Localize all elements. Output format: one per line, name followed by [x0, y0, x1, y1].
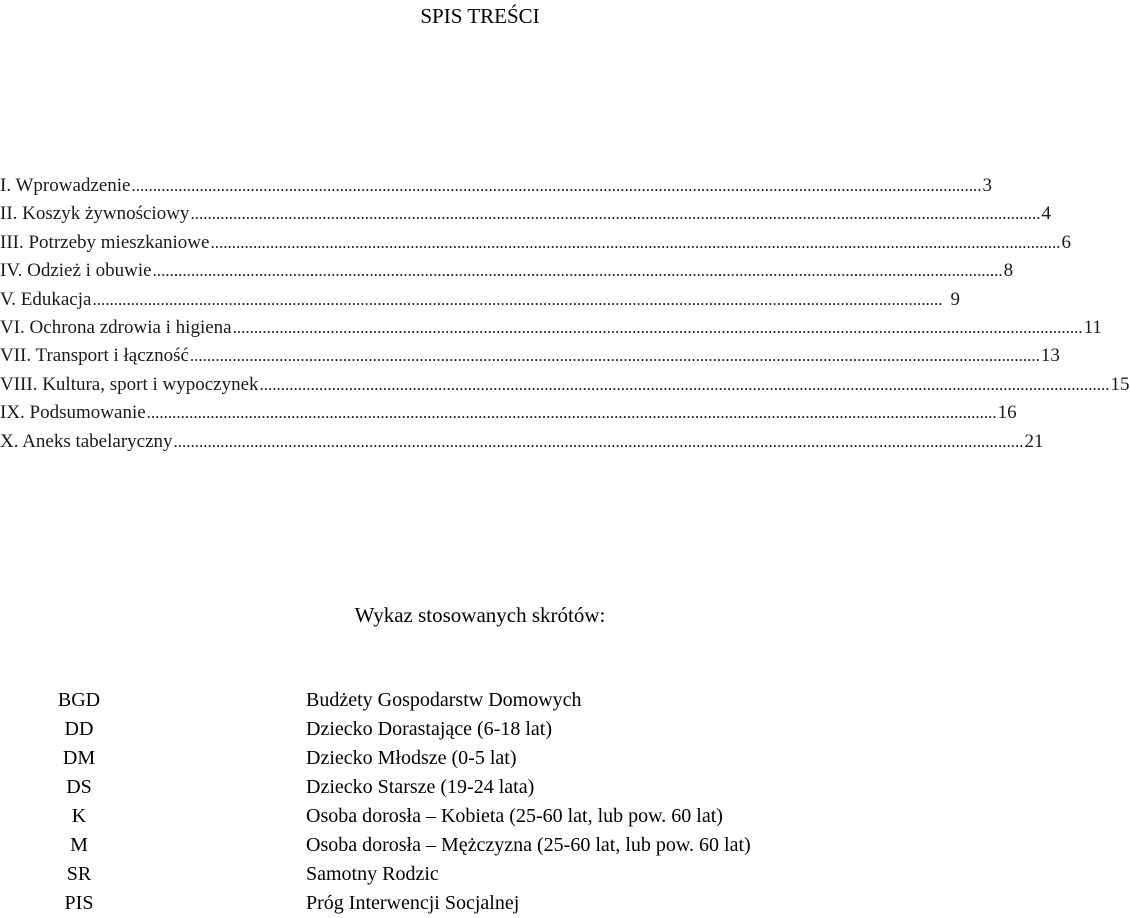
toc-entry-page: 3	[982, 175, 992, 196]
toc-entry-label: IX. Podsumowanie	[0, 402, 146, 424]
toc-leader-dots: ........................................................................................................................................................................................................	[259, 374, 1110, 394]
toc-entry-page: 21	[1024, 430, 1044, 452]
abbreviations-heading: Wykaz stosowanych skrótów:	[354, 603, 606, 627]
abbreviation-row	[0, 802, 960, 831]
toc-entry-page: 4	[1041, 203, 1051, 225]
toc-entry-page: 8	[1003, 260, 1014, 282]
abbreviation-row	[0, 860, 960, 889]
toc-entry-label: II. Koszyk żywnościowy	[0, 203, 190, 225]
abbreviation-code: DM	[62, 747, 96, 769]
abbreviation-row	[0, 773, 960, 802]
toc-leader-dots: ........................................................................................................................................................................................................	[152, 261, 1003, 281]
toc-entry-page: 9	[950, 288, 960, 310]
abbreviation-meaning: Dziecko Dorastające (6-18 lat)	[306, 718, 552, 740]
abbreviation-code: PIS	[64, 892, 94, 914]
toc-leader-dots: ........................................................................................................................................................................................................	[146, 403, 997, 423]
toc-leader-dots: ........................................................................................................................................................................................................	[189, 346, 1040, 366]
toc-entry[interactable]	[0, 428, 1044, 456]
toc-leader-dots: ........................................................................................................................................................................................................	[190, 204, 1041, 224]
toc-entry-label: I. Wprowadzenie	[0, 175, 131, 196]
toc-entry-label: VI. Ochrona zdrowia i higiena	[0, 316, 232, 338]
abbreviation-code: M	[70, 834, 88, 856]
toc-entry[interactable]	[0, 172, 992, 200]
abbreviation-code: SR	[66, 863, 92, 885]
toc-entry[interactable]	[0, 257, 1014, 285]
toc-leader-dots: ........................................................................................................................................................................................................	[232, 317, 1083, 337]
abbreviation-meaning: Próg Interwencji Socjalnej	[306, 892, 520, 914]
toc-entry[interactable]	[0, 286, 960, 314]
toc-entry[interactable]	[0, 399, 1017, 427]
abbreviation-code: BGD	[57, 689, 101, 711]
toc-entry-label: III. Potrzeby mieszkaniowe	[0, 231, 210, 253]
toc-leader-dots: ........................................................................................................................................................................................................	[92, 289, 943, 309]
abbreviation-row	[0, 744, 960, 773]
toc-entry-page: 15	[1110, 373, 1130, 395]
toc-entry[interactable]	[0, 229, 1071, 257]
abbreviation-meaning: Samotny Rodzic	[306, 863, 439, 885]
toc-entry-page: 13	[1040, 345, 1060, 367]
toc-entry-label: X. Aneks tabelaryczny	[0, 430, 173, 452]
toc-entry[interactable]	[0, 371, 1130, 399]
toc-entry-page: 6	[1061, 231, 1071, 253]
toc-entry-page: 11	[1083, 316, 1102, 338]
abbreviation-code: DS	[66, 776, 92, 798]
abbreviation-meaning: Dziecko Starsze (19-24 lata)	[306, 776, 535, 798]
abbreviation-meaning: Budżety Gospodarstw Domowych	[306, 689, 582, 711]
abbreviation-code: DD	[64, 718, 94, 740]
abbreviation-row	[0, 831, 960, 860]
abbreviation-meaning: Osoba dorosła – Kobieta (25-60 lat, lub pow. 60 lat)	[306, 805, 723, 827]
toc-entry-label: V. Edukacja	[0, 288, 92, 310]
toc-leader-dots: ........................................................................................................................................................................................................	[210, 232, 1061, 252]
table-of-contents	[0, 172, 1130, 456]
toc-entry-label: VII. Transport i łączność	[0, 345, 189, 367]
toc-leader-dots: ........................................................................................................................................................................................................	[131, 176, 982, 195]
abbreviations-list	[0, 686, 960, 918]
abbreviation-meaning: Dziecko Młodsze (0-5 lat)	[306, 747, 517, 769]
abbreviation-code: K	[71, 805, 87, 827]
toc-entry-page: 16	[997, 402, 1017, 424]
toc-entry[interactable]	[0, 342, 1060, 370]
toc-entry-label: VIII. Kultura, sport i wypoczynek	[0, 373, 259, 395]
toc-entry-label: IV. Odzież i obuwie	[0, 260, 152, 282]
abbreviation-row	[0, 715, 960, 744]
toc-entry[interactable]	[0, 200, 1051, 228]
toc-leader-dots: ........................................................................................................................................................................................................	[173, 431, 1024, 451]
abbreviation-meaning: Osoba dorosła – Mężczyzna (25-60 lat, lub pow. 60 lat)	[306, 834, 751, 856]
abbreviation-row	[0, 686, 960, 715]
toc-entry[interactable]	[0, 314, 1102, 342]
page-title: SPIS TREŚCI	[420, 4, 540, 28]
abbreviation-row	[0, 889, 960, 918]
